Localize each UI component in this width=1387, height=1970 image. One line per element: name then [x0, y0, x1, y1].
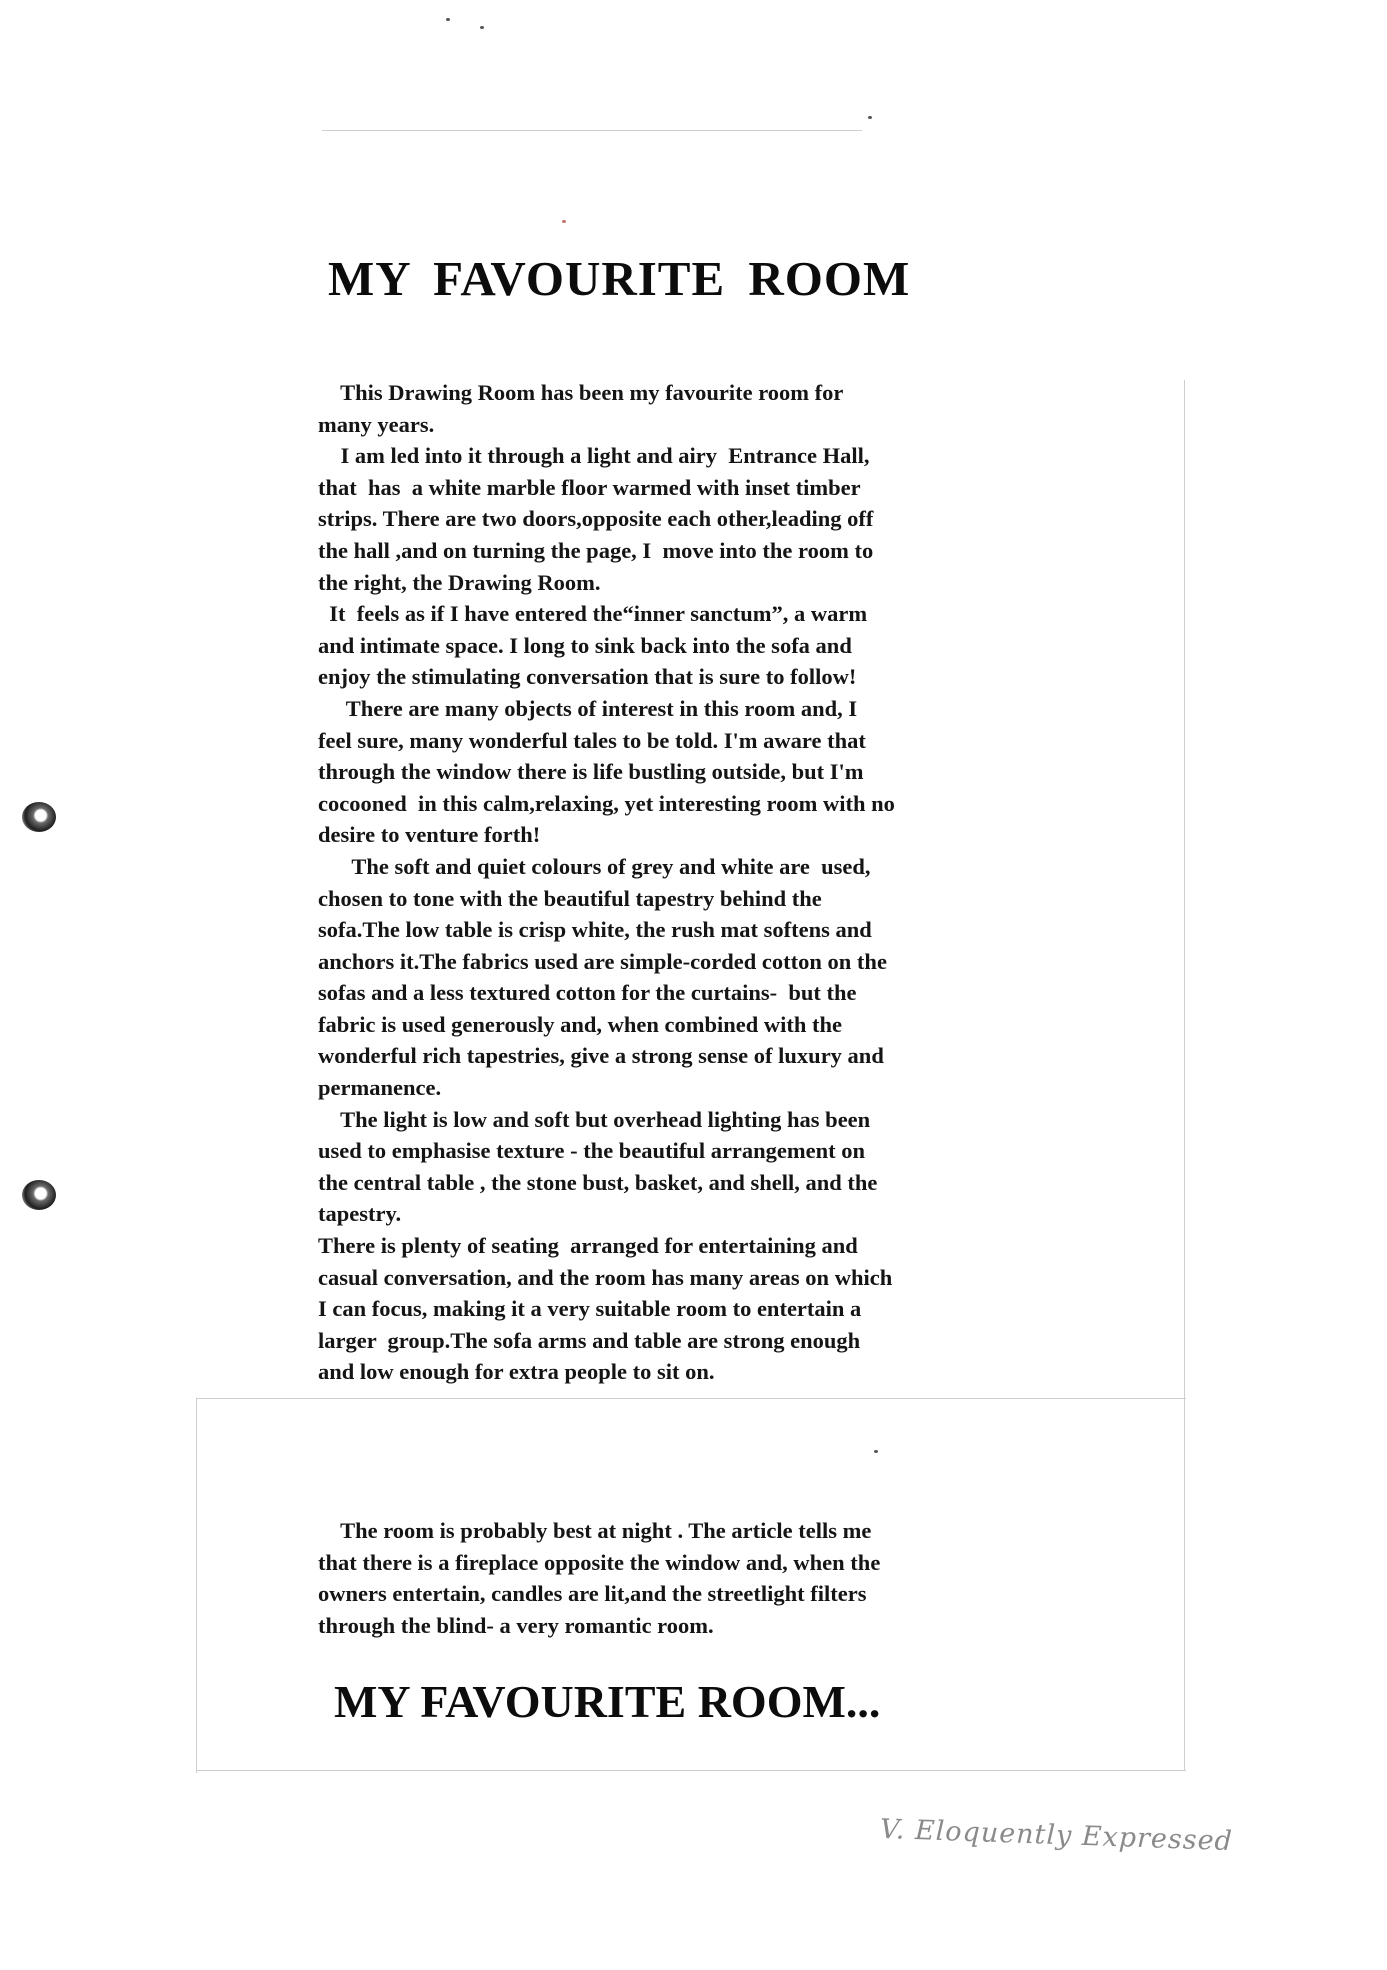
- paste-edge-bottom: [196, 1770, 1186, 1771]
- main-paragraph: [318, 377, 1038, 1388]
- text-line: used to emphasise texture - the beautiful arrangement on: [318, 1138, 866, 1164]
- scan-speck: [868, 116, 872, 119]
- text-line: anchors it.The fabrics used are simple-corded cotton on the: [318, 948, 887, 974]
- text-line: casual conversation, and the room has many areas on which: [318, 1264, 893, 1290]
- paste-edge-left: [196, 1398, 197, 1773]
- closing-title: MY FAVOURITE ROOM...: [334, 1676, 881, 1727]
- text-line: the central table , the stone bust, basket, and shell, and the: [318, 1169, 878, 1195]
- text-line: owners entertain, candles are lit,and the streetlight filters: [318, 1581, 867, 1607]
- scan-speck: [874, 1450, 878, 1453]
- scan-speck: [446, 18, 450, 21]
- text-line: permanence.: [318, 1075, 442, 1101]
- paste-edge-mid: [196, 1398, 1186, 1399]
- text-line: There is plenty of seating arranged for entertaining and: [318, 1233, 858, 1259]
- paste-edge-top: [322, 130, 862, 131]
- scan-speck: [480, 26, 484, 29]
- text-line: fabric is used generously and, when combined with the: [318, 1011, 843, 1037]
- text-line: through the blind- a very romantic room.: [318, 1612, 714, 1638]
- text-line: This Drawing Room has been my favourite room for: [318, 380, 844, 405]
- handwritten-comment: V. Eloquently Expressed: [879, 1813, 1234, 1858]
- text-line: The light is low and soft but overhead lighting has been: [318, 1106, 871, 1132]
- paste-edge-right: [1184, 380, 1185, 1770]
- punch-hole-lower: [22, 1180, 56, 1210]
- text-line: through the window there is life bustling outside, but I'm: [318, 759, 864, 785]
- text-line: tapestry.: [318, 1201, 402, 1227]
- text-line: that has a white marble floor warmed with inset timber: [318, 474, 861, 500]
- text-line: the right, the Drawing Room.: [318, 569, 601, 595]
- punch-hole-upper: [22, 802, 56, 832]
- text-line: enjoy the stimulating conversation that is sure to follow!: [318, 664, 857, 690]
- text-line: sofas and a less textured cotton for the curtains- but the: [318, 980, 857, 1006]
- text-line: The soft and quiet colours of grey and white are used,: [318, 853, 871, 879]
- text-line: chosen to tone with the beautiful tapestry behind the: [318, 885, 822, 911]
- text-line: that there is a fireplace opposite the window and, when the: [318, 1549, 881, 1575]
- text-line: It feels as if I have entered the“inner sanctum”, a warm: [318, 601, 868, 627]
- text-line: I can focus, making it a very suitable room to entertain a: [318, 1296, 862, 1322]
- text-line: the hall ,and on turning the page, I move into the room to: [318, 537, 874, 563]
- document-title: MY FAVOURITE ROOM: [328, 251, 911, 306]
- text-line: wonderful rich tapestries, give a strong sense of luxury and: [318, 1043, 884, 1069]
- text-line: larger group.The sofa arms and table are strong enough: [318, 1327, 861, 1353]
- text-line: There are many objects of interest in this room and, I: [318, 695, 858, 721]
- text-line: sofa.The low table is crisp white, the rush mat softens and: [318, 917, 872, 943]
- text-line: The room is probably best at night . The article tells me: [318, 1518, 872, 1543]
- text-line: and low enough for extra people to sit on.: [318, 1359, 715, 1385]
- text-line: cocooned in this calm,relaxing, yet interesting room with no: [318, 790, 895, 816]
- text-line: desire to venture forth!: [318, 822, 541, 848]
- text-line: I am led into it through a light and airy Entrance Hall,: [318, 443, 870, 469]
- text-line: many years.: [318, 411, 435, 437]
- text-line: and intimate space. I long to sink back into the sofa and: [318, 632, 852, 658]
- scan-speck: [562, 220, 566, 223]
- text-line: strips. There are two doors,opposite each other,leading off: [318, 506, 874, 532]
- final-paragraph: [318, 1515, 1038, 1641]
- text-line: feel sure, many wonderful tales to be told. I'm aware that: [318, 727, 866, 753]
